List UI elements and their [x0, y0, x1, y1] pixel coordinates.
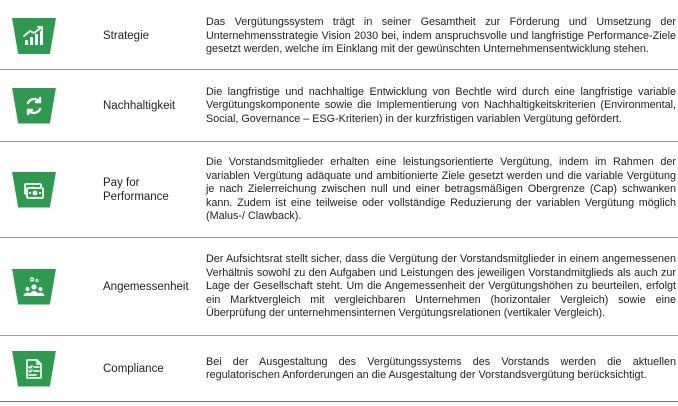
table-row — [0, 70, 678, 142]
money-wallet-icon — [12, 172, 56, 208]
row-label: Angemessenheit — [103, 280, 189, 293]
row-label: Nachhaltigkeit — [103, 99, 176, 112]
row-label: Compliance — [103, 362, 164, 375]
row-label: Strategie — [103, 30, 150, 42]
table-row — [0, 238, 678, 336]
recycle-arrows-icon — [12, 88, 56, 124]
row-description: Die langfristige und nachhaltige Entwicklung von Bechtle wird durch eine langfristige variable Vergütungskomponente sowie die Implementierung von Nachhaltigkeitskriterien (Environmental, Social, Governance – ESG-Kriterien) in der kurzfristigen variablen Vergütung gefördert. — [206, 85, 676, 125]
growth-chart-icon — [12, 18, 56, 54]
row-description: Die Vorstandsmitglieder erhalten eine leistungsorientierte Vergütung, indem im Rahmen der variablen Vergütung adäquate und ambitionierte Ziele gesetzt werden und die variable Vergütung je nach Zielerreichung zwischen null und einer betragsmäßigen Obergrenze (Cap) schwanken kann. Zudem ist eine teilweise oder vollständige Reduzierung der variablen Vergütung möglich (Malus-/ Clawback). — [206, 156, 676, 223]
people-gear-icon — [12, 269, 56, 305]
row-description: Bei der Ausgestaltung des Vergütungssystems des Vorstands werden die aktuellen regulatorischen Anforderungen an die Ausgestaltung der Vorstandsvergütung berücksichtigt. — [206, 355, 676, 381]
table-row — [0, 3, 678, 70]
row-description: Das Vergütungssystem trägt in seiner Gesamtheit zur Förderung und Umsetzung der Unternehmensstrategie Vision 2030 bei, indem anspruchsvolle und langfristige Performance-Ziele gesetzt werden, welche im Einklang mit der gewünschten Unternehmensentwicklung stehen. — [206, 16, 676, 56]
row-label: Pay for Performance — [103, 176, 169, 203]
row-description: Der Aufsichtsrat stellt sicher, dass die Vergütung der Vorstandsmitglieder in einem angemessenen Verhältnis sowohl zu den Aufgaben und Leistungen des jeweiligen Vorstandmitglieds als auch zur Lage der Gesellschaft steht. Um die Angemessenheit der Vergütungshöhen zu beurteilen, erfolgt ein Marktvergleich mit vergleichbaren Unternehmen (horizontaler Vergleich) sowie eine Überprüfung der unternehmensinternen Vergütungsrelationen (vertikaler Vergleich). — [206, 253, 676, 320]
principles-table — [0, 3, 678, 402]
table-row — [0, 142, 678, 238]
table-row — [0, 336, 678, 402]
document-checklist-icon — [12, 351, 56, 387]
